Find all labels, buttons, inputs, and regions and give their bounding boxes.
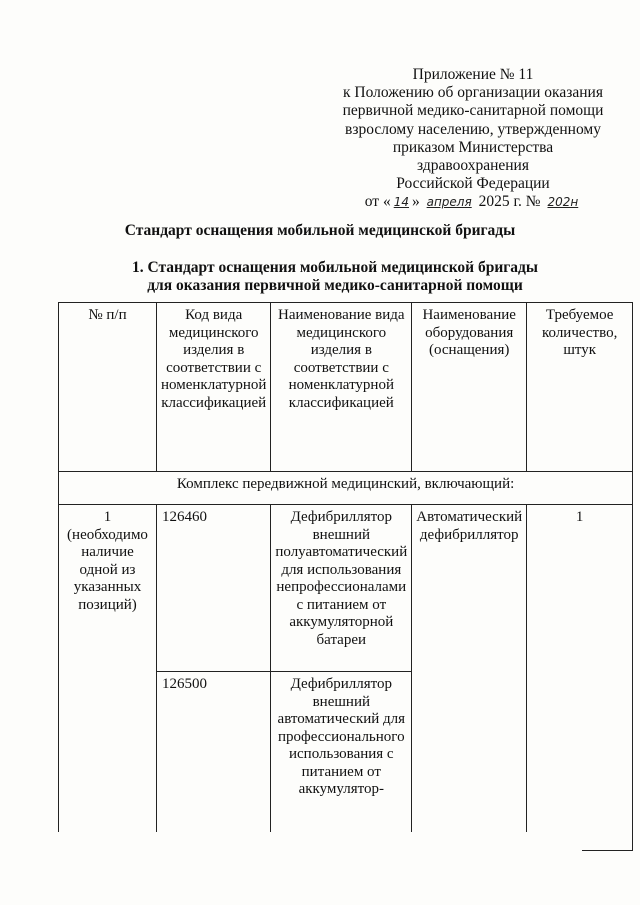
- item-name: Дефибриллятор внешний полуавтоматический для использования непрофессионалами с питанием от аккумуляторной батареи: [271, 505, 412, 672]
- handwritten-day: 14: [393, 195, 409, 210]
- order-date-line: [338, 193, 608, 211]
- item-name: Дефибриллятор внешний автоматический для профессионального использования с питанием от аккумулятор-: [271, 672, 412, 851]
- standard-subtitle: [90, 259, 580, 295]
- appendix-line: приказом Министерства здравоохранения: [392, 138, 554, 175]
- section-label: Комплекс передвижной медицинский, включающий:: [59, 472, 633, 505]
- required-qty: 1: [527, 505, 633, 851]
- date-prefix: от «: [364, 193, 391, 211]
- appendix-line: Приложение № 11: [412, 66, 534, 83]
- appendix-line: Российской Федерации: [396, 175, 550, 193]
- subtitle-line-2: для оказания первичной медико-санитарной помощи: [147, 277, 523, 294]
- item-code: 126500: [157, 672, 271, 851]
- appendix-line: первичной медико-санитарной помощи: [342, 102, 604, 120]
- quote-close: »: [411, 193, 420, 211]
- header-code: Код вида медицинского изделия в соответствии с номенклатурной классификацией: [157, 303, 271, 472]
- table-section-row: [59, 472, 633, 505]
- subtitle-line-1: 1. Стандарт оснащения мобильной медицинской бригады: [131, 259, 539, 276]
- appendix-line: к Положению об организации оказания: [343, 84, 603, 102]
- table-header-row: [59, 303, 633, 472]
- item-code: 126460: [157, 505, 271, 672]
- handwritten-number: 202н: [547, 195, 579, 210]
- header-name: Наименование вида медицинского изделия в соответствии с номенклатурной классификацией: [271, 303, 412, 472]
- equipment-table: [58, 302, 633, 851]
- table-row: [59, 505, 633, 672]
- header-qty: Требуемое количество, штук: [527, 303, 633, 472]
- year-text: 2025 г. №: [478, 193, 541, 211]
- header-equipment: Наименование оборудования (оснащения): [412, 303, 527, 472]
- row-number-cell: [59, 505, 157, 851]
- header-num: № п/п: [59, 303, 157, 472]
- appendix-block: [338, 66, 608, 212]
- row-number: 1: [103, 509, 112, 525]
- appendix-line: взрослому населению, утвержденному: [345, 120, 601, 138]
- page-bottom-margin: [58, 832, 582, 905]
- row-note: (необходимо наличие одной из указанных позиций): [67, 526, 148, 613]
- document-title: Стандарт оснащения мобильной медицинской бригады: [124, 222, 516, 239]
- equipment-name: Автоматический дефибриллятор: [412, 505, 527, 851]
- handwritten-month: апреля: [426, 195, 472, 210]
